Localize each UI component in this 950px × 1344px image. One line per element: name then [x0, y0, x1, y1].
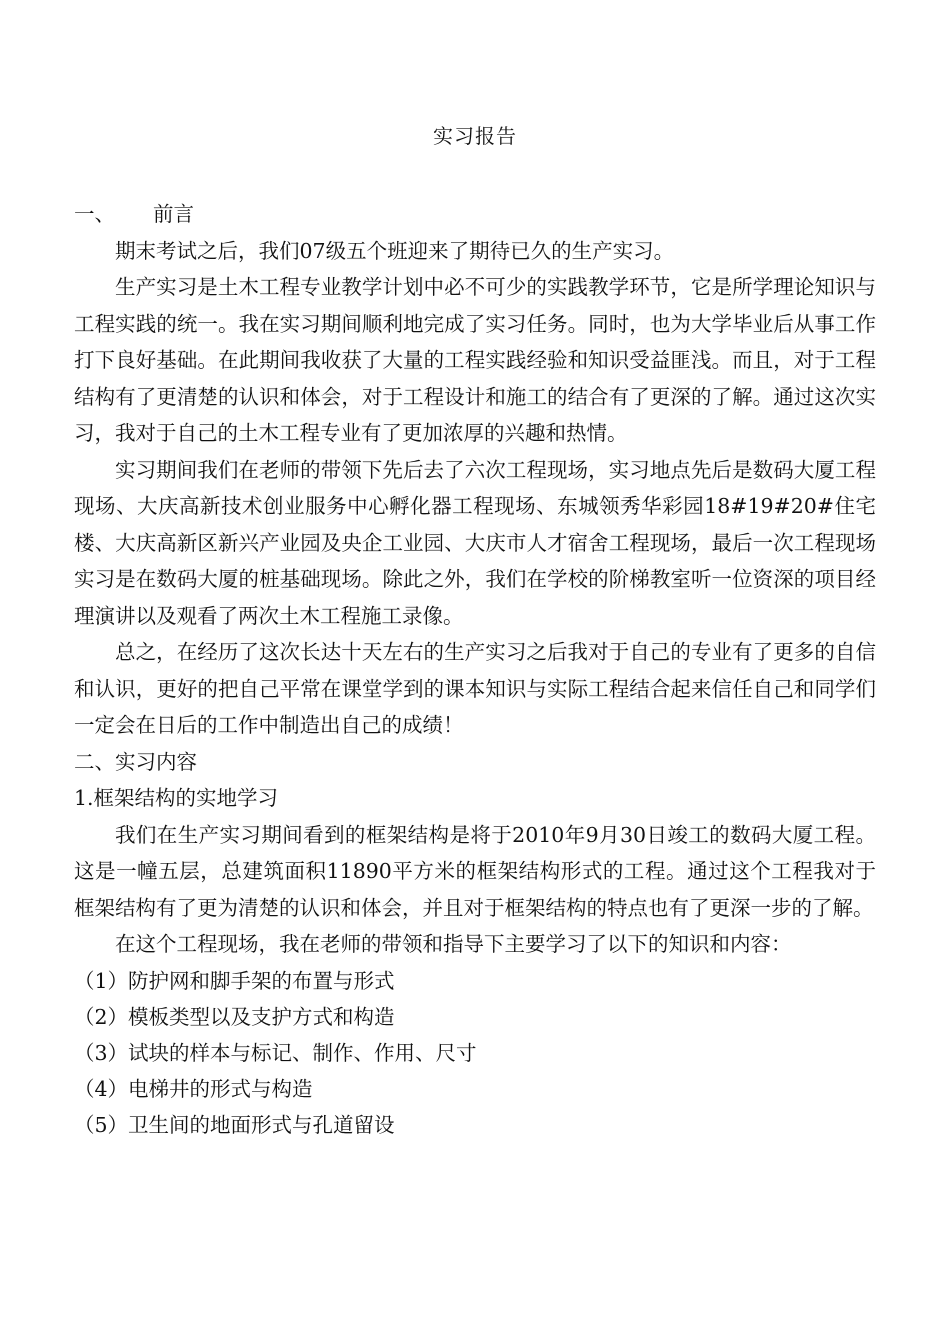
list-item: （3）试块的样本与标记、制作、作用、尺寸: [74, 1040, 477, 1065]
paragraph: 生产实习是土木工程专业教学计划中必不可少的实践教学环节，它是所学理论知识与工程实践的统一。我在实习期间顺利地完成了实习任务。同时，也为大学毕业后从事工作打下良好基础。在此期间我收获了大量的工程实践经验和知识受益匪浅。而且，对于工程结构有了更清楚的认识和体会，对于工程设计和施工的结合有了更深的了解。通过这次实习，我对于自己的土木工程专业有了更加浓厚的兴趣和热情。: [74, 275, 876, 445]
list-item: （2）模板类型以及支护方式和构造: [74, 1004, 395, 1029]
section-number: 一、: [74, 202, 115, 226]
section-heading-content: 二、实习内容: [74, 749, 197, 774]
paragraph: 我们在生产实习期间看到的框架结构是将于2010年9月30日竣工的数码大厦工程。这是一幢五层，总建筑面积11890平方米的框架结构形式的工程。通过这个工程我对于框架结构有了更为清楚的认识和体会，并且对于框架结构的特点也有了更深一步的了解。: [74, 822, 876, 920]
list-item: （1）防护网和脚手架的布置与形式: [74, 968, 395, 993]
document-body: [74, 196, 876, 1143]
document-title: 实习报告: [433, 124, 517, 148]
section-title: 前言: [153, 202, 194, 226]
list-item: （5）卫生间的地面形式与孔道留设: [74, 1112, 395, 1137]
paragraph: 总之，在经历了这次长达十天左右的生产实习之后我对于自己的专业有了更多的自信和认识，更好的把自己平常在课堂学到的课本知识与实际工程结合起来信任自己和同学们一定会在日后的工作中制造出自己的成绩！: [74, 640, 876, 737]
paragraph: 实习期间我们在老师的带领下先后去了六次工程现场，实习地点先后是数码大厦工程现场、大庆高新技术创业服务中心孵化器工程现场、东城领秀华彩园18#19#20#住宅楼、大庆高新区新兴产业园及央企工业园、大庆市人才宿舍工程现场，最后一次工程现场实习是在数码大厦的桩基础现场。除此之外，我们在学校的阶梯教室听一位资深的项目经理演讲以及观看了两次土木工程施工录像。: [74, 457, 876, 628]
section-heading-preface: [74, 196, 876, 233]
subsection-heading: 1.框架结构的实地学习: [74, 786, 279, 810]
list-item: （4）电梯井的形式与构造: [74, 1076, 313, 1101]
paragraph: 期末考试之后，我们07级五个班迎来了期待已久的生产实习。: [115, 238, 675, 263]
paragraph: 在这个工程现场，我在老师的带领和指导下主要学习了以下的知识和内容：: [115, 932, 792, 956]
